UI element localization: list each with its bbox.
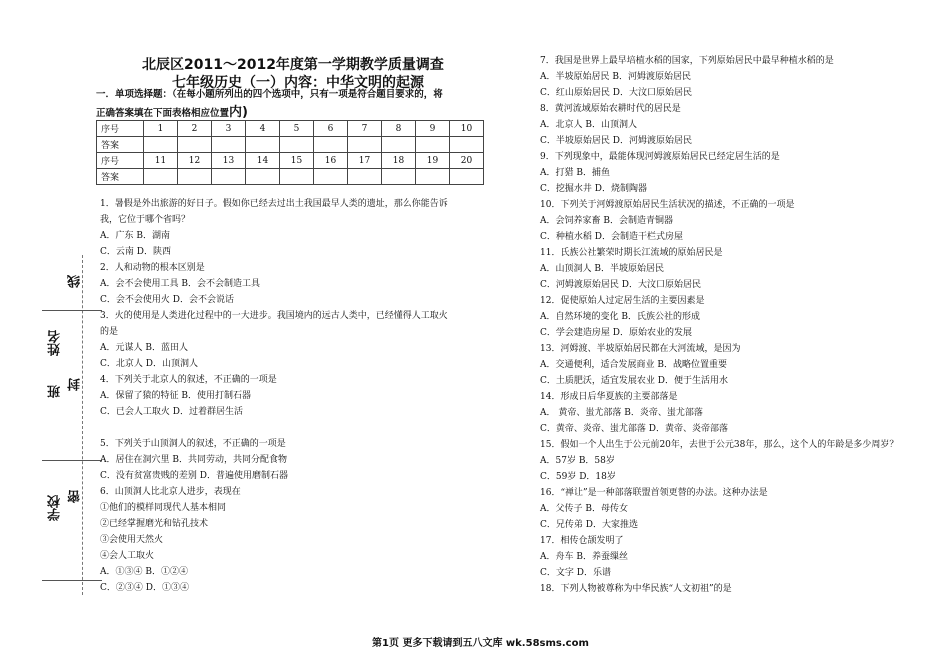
- option-line: C．兄传弟 D．大家推选: [540, 520, 638, 530]
- question-line: 10．下列关于河姆渡原始居民生活状况的描述，不正确的一项是: [540, 200, 795, 210]
- seal-line: [82, 255, 83, 595]
- option-line: C．59岁 D．18岁: [540, 472, 616, 482]
- answer-cell[interactable]: [382, 137, 416, 153]
- section-heading-tail: 内): [229, 105, 248, 120]
- seal-word-mi: 密: [68, 490, 83, 503]
- table-row: [97, 153, 484, 169]
- table-cell: 19: [416, 153, 450, 169]
- table-row: [97, 137, 484, 153]
- table-row: [97, 169, 484, 185]
- option-line: A．父传子 B．母传女: [540, 504, 628, 514]
- table-cell: 16: [314, 153, 348, 169]
- answer-cell[interactable]: [280, 137, 314, 153]
- margin-label-class: 班: [48, 385, 63, 398]
- statement-line: ④会人工取火: [100, 551, 155, 561]
- option-line: C．土质肥沃，适宜发展农业 D．便于生活用水: [540, 376, 728, 386]
- table-cell: 10: [450, 121, 484, 137]
- question-line: 13．河姆渡、半坡原始居民都在大河流域，是因为: [540, 344, 741, 354]
- option-line: A．57岁 B．58岁: [540, 456, 615, 466]
- answer-cell[interactable]: [382, 169, 416, 185]
- table-row: [97, 121, 484, 137]
- question-line: 18．下列人物被尊称为中华民族“人文初祖”的是: [540, 584, 732, 594]
- option-line: A． 黄帝、蚩尤部落 B．炎帝、蚩尤部落: [540, 408, 703, 418]
- option-line: C．没有贫富贵贱的差别 D．普遍使用磨制石器: [100, 471, 288, 481]
- answer-cell[interactable]: [212, 137, 246, 153]
- table-cell: 13: [212, 153, 246, 169]
- option-line: A．舟车 B．养蚕缫丝: [540, 552, 628, 562]
- answer-cell[interactable]: [246, 169, 280, 185]
- blank-line: [100, 420, 500, 436]
- option-line: A．北京人 B．山顶洞人: [540, 120, 637, 130]
- table-cell: 1: [144, 121, 178, 137]
- table-cell: 答案: [97, 169, 144, 185]
- option-line: C．半坡原始居民 D．河姆渡原始居民: [540, 136, 692, 146]
- answer-cell[interactable]: [178, 169, 212, 185]
- question-line: 6．山顶洞人比北京人进步，表现在: [100, 487, 241, 497]
- school-blank: [42, 580, 102, 581]
- question-line: 16．“禅让”是一种部落联盟首领更替的办法。这种办法是: [540, 488, 768, 498]
- answer-cell[interactable]: [178, 137, 212, 153]
- question-line: 5．下列关于山顶洞人的叙述，不正确的一项是: [100, 439, 286, 449]
- table-cell: 18: [382, 153, 416, 169]
- answer-cell[interactable]: [314, 169, 348, 185]
- answer-cell[interactable]: [144, 137, 178, 153]
- option-line: C．河姆渡原始居民 D．大汶口原始居民: [540, 280, 701, 290]
- table-cell: 11: [144, 153, 178, 169]
- margin-label-school: 学校: [48, 495, 63, 521]
- answer-table: [96, 120, 484, 185]
- table-cell: 序号: [97, 121, 144, 137]
- option-line: A．自然环境的变化 B．氏族公社的形成: [540, 312, 700, 322]
- table-cell: 14: [246, 153, 280, 169]
- option-line: C．学会建造房屋 D．原始农业的发展: [540, 328, 692, 338]
- question-line: 2．人和动物的根本区别是: [100, 263, 205, 273]
- option-line: A．半坡原始居民 B．河姆渡原始居民: [540, 72, 691, 82]
- question-line: 1．暑假是外出旅游的好日子。假如你已经去过出土我国最早人类的遗址，那么你能告诉: [100, 199, 448, 209]
- option-line: C．挖掘水井 D．烧制陶器: [540, 184, 647, 194]
- option-line: C．云南 D．陕西: [100, 247, 171, 257]
- question-line: 3．火的使用是人类进化过程中的一大进步。我国境内的远古人类中，已经懂得人工取火: [100, 311, 448, 321]
- question-line: 15．假如一个人出生于公元前20年，去世于公元38年，那么，这个人的年龄是多少周岁？: [540, 440, 899, 450]
- right-question-column: [540, 53, 940, 597]
- seal-word-xian: 线: [68, 275, 83, 288]
- question-line: 14．形成日后华夏族的主要部落是: [540, 392, 678, 402]
- option-line: A．居住在洞穴里 B．共同劳动，共同分配食物: [100, 455, 287, 465]
- statement-line: ②已经掌握磨光和钻孔技术: [100, 519, 209, 529]
- left-question-column: [100, 196, 500, 596]
- question-line: 12．促使原始人过定居生活的主要因素是: [540, 296, 705, 306]
- margin-label-name: 姓名: [48, 330, 63, 356]
- question-line: 4．下列关于北京人的叙述，不正确的一项是: [100, 375, 277, 385]
- answer-cell[interactable]: [246, 137, 280, 153]
- option-line: A．打猎 B．捕鱼: [540, 168, 610, 178]
- option-line: C．种植水稻 D．会制造干栏式房屋: [540, 232, 683, 242]
- answer-cell[interactable]: [348, 169, 382, 185]
- table-cell: 4: [246, 121, 280, 137]
- question-line: 11．氏族公社繁荣时期长江流域的原始居民是: [540, 248, 723, 258]
- table-cell: 2: [178, 121, 212, 137]
- question-line: 的是: [100, 327, 119, 337]
- statement-line: ③会使用天然火: [100, 535, 164, 545]
- question-line: 8．黄河流域原始农耕时代的居民是: [540, 104, 681, 114]
- table-cell: 8: [382, 121, 416, 137]
- table-cell: 7: [348, 121, 382, 137]
- table-cell: 17: [348, 153, 382, 169]
- option-line: A．①③④ B．①②④: [100, 567, 188, 577]
- section-heading: [96, 86, 451, 123]
- option-line: C．②③④ D．①③④: [100, 583, 189, 593]
- table-cell: 5: [280, 121, 314, 137]
- option-line: A．山顶洞人 B．半坡原始居民: [540, 264, 664, 274]
- name-blank: [42, 310, 102, 311]
- table-cell: 6: [314, 121, 348, 137]
- question-line: 7．我国是世界上最早培植水稻的国家，下列原始居民中最早种植水稻的是: [540, 56, 834, 66]
- section-heading-text: 一．单项选择题：（在每小题所列出的四个选项中，只有一项是符合题目要求的，将正确答案填在下面表格相应位置: [96, 89, 443, 119]
- answer-cell[interactable]: [348, 137, 382, 153]
- option-line: C．红山原始居民 D．大汶口原始居民: [540, 88, 692, 98]
- table-cell: 3: [212, 121, 246, 137]
- table-cell: 20: [450, 153, 484, 169]
- option-line: A．会饲养家畜 B．会制造青铜器: [540, 216, 673, 226]
- question-line: 我，它位于哪个省吗？: [100, 215, 191, 225]
- table-cell: 9: [416, 121, 450, 137]
- answer-cell[interactable]: [416, 169, 450, 185]
- option-line: C．文字 D．乐谱: [540, 568, 611, 578]
- option-line: A．广东 B．湖南: [100, 231, 170, 241]
- option-line: C．北京人 D．山顶洞人: [100, 359, 198, 369]
- option-line: A．元谋人 B．蓝田人: [100, 343, 188, 353]
- seal-word-feng: 封: [68, 378, 83, 391]
- option-line: C．黄帝、炎帝、蚩尤部落 D．黄帝、炎帝部落: [540, 424, 728, 434]
- class-blank: [42, 460, 102, 461]
- table-cell: 15: [280, 153, 314, 169]
- exam-title: 北辰区2011～2012年度第一学期教学质量调查: [142, 57, 444, 73]
- table-cell: 序号: [97, 153, 144, 169]
- page-footer: 第1页 更多下载请到五八文库 wk.58sms.com: [372, 638, 589, 649]
- answer-cell[interactable]: [212, 169, 246, 185]
- table-cell: 12: [178, 153, 212, 169]
- answer-cell[interactable]: [280, 169, 314, 185]
- exam-subtitle: 七年级历史（一）内容：中华文明的起源: [172, 75, 424, 91]
- table-cell: 答案: [97, 137, 144, 153]
- answer-cell[interactable]: [416, 137, 450, 153]
- question-line: 9．下列现象中，最能体现河姆渡原始居民已经定居生活的是: [540, 152, 780, 162]
- question-line: 17．相传仓颉发明了: [540, 536, 624, 546]
- option-line: C．已会人工取火 D．过着群居生活: [100, 407, 243, 417]
- statement-line: ①他们的模样同现代人基本相同: [100, 503, 227, 513]
- option-line: A．保留了猿的特征 B．使用打制石器: [100, 391, 251, 401]
- option-line: C．会不会使用火 D．会不会说话: [100, 295, 234, 305]
- answer-cell[interactable]: [314, 137, 348, 153]
- option-line: A．会不会使用工具 B．会不会制造工具: [100, 279, 260, 289]
- answer-cell[interactable]: [450, 169, 484, 185]
- answer-cell[interactable]: [450, 137, 484, 153]
- answer-cell[interactable]: [144, 169, 178, 185]
- option-line: A．交通便利，适合发展商业 B．战略位置重要: [540, 360, 727, 370]
